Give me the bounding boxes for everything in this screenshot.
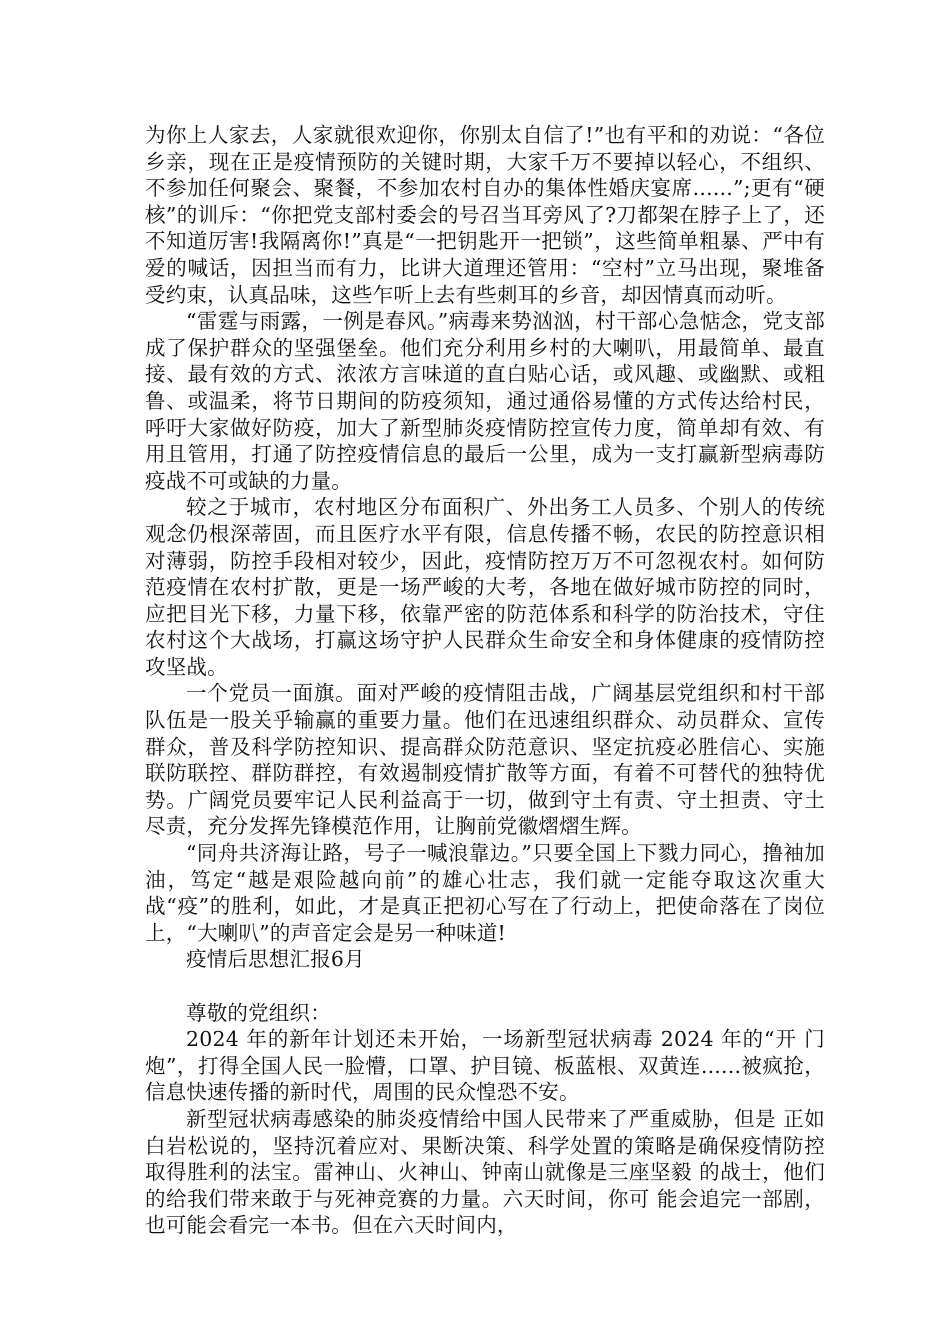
blank-line: [145, 973, 825, 1000]
body-paragraph: 新型冠状病毒感染的肺炎疫情给中国人民带来了严重威胁，但是 正如白岩松说的，坚持沉着应对、果断决策、科学处置的策略是确保疫情防控取得胜利的法宝。雷神山、火神山、钟南山就像是三座坚毅 的战士，他们的给我们带来敢于与死神竞赛的力量。六天时间，你可 能会追完一部剧，也可能会看完一本书。但在六天时间内，: [145, 1106, 825, 1238]
body-paragraph: 一个党员一面旗。面对严峻的疫情阻击战，广阔基层党组织和村干部队伍是一股关乎输赢的重要力量。他们在迅速组织群众、动员群众、宣传群众，普及科学防控知识、提高群众防范意识、坚定抗疫必胜信心、实施联防联控、群防群控，有效遏制疫情扩散等方面，有着不可替代的独特优势。广阔党员要牢记人民利益高于一切，做到守土有责、守土担责、守土尽责，充分发挥先锋模范作用，让胸前党徽熠熠生辉。: [145, 681, 825, 839]
body-paragraph: 2024 年的新年计划还未开始，一场新型冠状病毒 2024 年的“开 门炮”，打得全国人民一脸懵，口罩、护目镜、板蓝根、双黄连......被疯抢，信息快速传播的新时代，周围的民众惶恐不安。: [145, 1027, 825, 1105]
section-title: 疫情后思想汇报6月: [186, 947, 365, 972]
document-page: [145, 122, 825, 1239]
salutation: 尊敬的党组织：: [186, 1000, 331, 1025]
body-paragraph: “同舟共济海让路，号子一喊浪靠边。”只要全国上下戮力同心，撸袖加油，笃定“越是艰险越向前”的雄心壮志，我们就一定能夺取这次重大战“疫”的胜利，如此，才是真正把初心写在了行动上，把使命落在了岗位上，“大喇叭”的声音定会是另一种味道!: [145, 841, 825, 945]
body-paragraph: 为你上人家去，人家就很欢迎你，你别太自信了!”也有平和的劝说：“各位乡亲，现在正是疫情预防的关键时期，大家千万不要掉以轻心，不组织、不参加任何聚会、聚餐，不参加农村自办的集体性婚庆宴席......”;更有“硬核”的训斥：“你把党支部村委会的号召当耳旁风了?刀都架在脖子上了，还不知道厉害!我隔离你!”真是“一把钥匙开一把锁”，这些简单粗暴、严中有爱的喊话，因担当而有力，比讲大道理还管用：“空村”立马出现，聚堆备受约束，认真品味，这些乍听上去有些刺耳的乡音，却因情真而动听。: [145, 123, 825, 307]
body-paragraph: “雷霆与雨露，一例是春风。”病毒来势汹汹，村干部心急惦念，党支部成了保护群众的坚强堡垒。他们充分利用乡村的大喇叭，用最简单、最直接、最有效的方式、浓浓方言味道的直白贴心话，或风趣、或幽默、或粗鲁、或温柔，将节日期间的防疫须知，通过通俗易懂的方式传达给村民，呼吁大家做好防疫，加大了新型肺炎疫情防控宣传力度，简单却有效、有用且管用，打通了防控疫情信息的最后一公里，成为一支打赢新型病毒防疫战不可或缺的力量。: [145, 309, 825, 493]
body-paragraph: 较之于城市，农村地区分布面积广、外出务工人员多、个别人的传统观念仍根深蒂固，而且医疗水平有限，信息传播不畅，农民的防控意识相对薄弱，防控手段相对较少，因此，疫情防控万万不可忽视农村。如何防范疫情在农村扩散，更是一场严峻的大考，各地在做好城市防控的同时，应把目光下移，力量下移，依靠严密的防范体系和科学的防治技术，守住农村这个大战场，打赢这场守护人民群众生命安全和身体健康的疫情防控攻坚战。: [145, 495, 825, 679]
